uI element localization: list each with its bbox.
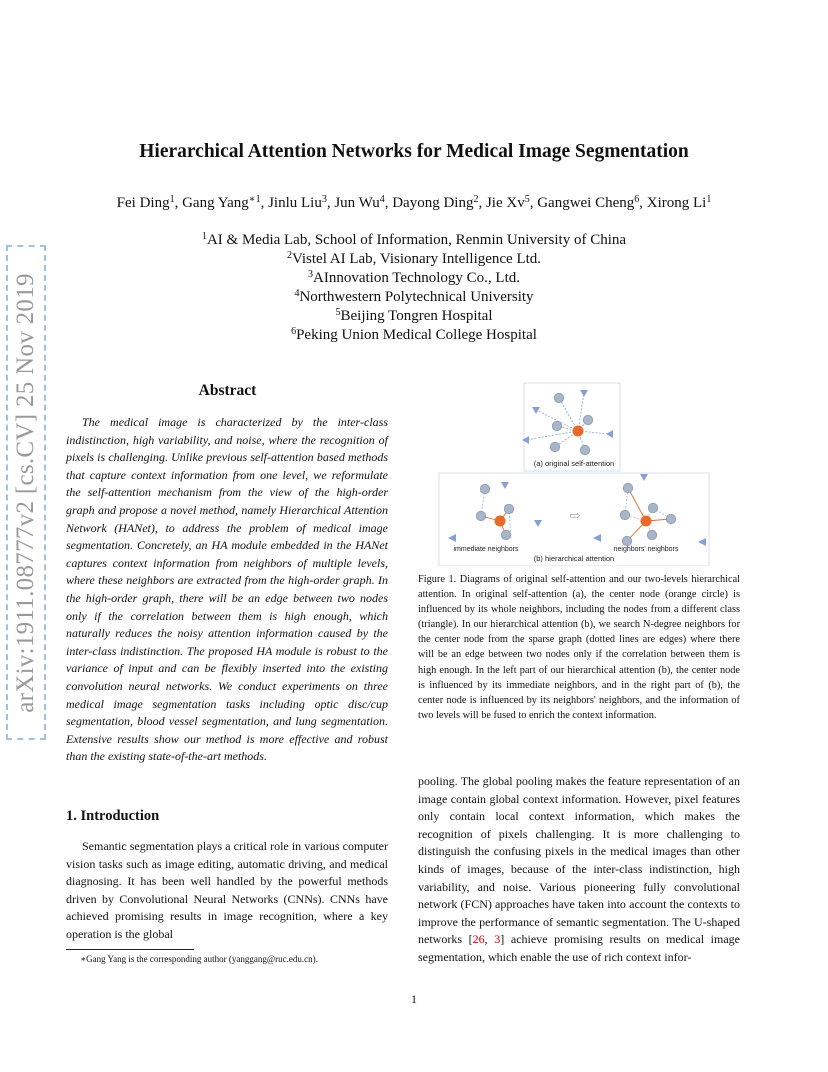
affiliation-line bbox=[0, 307, 828, 326]
affiliation-mark: 4 bbox=[294, 288, 300, 299]
body-text: pooling. The global pooling makes the feature representation of an image contain global context information. However, pixel features only contain local context information, which makes the recognition of pixels challenging. It is more challenging to distinguish the confusing pixels in the medical images than other kinds of images, because of the inter-class indistinction, high variability, and noise. Various pioneering fully convolutional network (FCN) approaches have taken into account the contexts to improve the performance of semantic segmentation. The U-shaped networks [ bbox=[418, 774, 740, 947]
abstract-text: The medical image is characterized by the inter-class indistinction, high variability, and noise, where the recognition of pixels is challenging. Unlike previous self-attention based methods that capture context information from one level, we reformulate the self-attention mechanism from the view of the high-order graph and propose a novel method, namely Hierarchical Attention Network (HANet), to address the problem of medical image segmentation. Concretely, an HA module embedded in the HANet captures context information from neighbors of multiple levels, where these neighbors are extracted from the high-order graph. In the high-order graph, there will be an edge between two nodes only if the correlation between them is high enough, which naturally reduces the noisy attention information caused by the inter-class indistinction. The proposed HA module is robust to the variance of input and can be flexibly inserted into the existing convolution neural networks. We conduct experiments on three medical image segmentation tasks including optic disc/cup segmentation, blood vessel segmentation, and lung segmentation. Extensive results show our method is more effective and robust than the existing state-of-the-art methods. bbox=[66, 415, 388, 764]
center-node-left bbox=[495, 516, 506, 527]
node-triangle bbox=[593, 534, 601, 542]
node-circle bbox=[501, 530, 511, 540]
affiliation-line bbox=[0, 288, 828, 307]
author-affiliation-mark: 4 bbox=[379, 194, 385, 205]
affiliation-list bbox=[0, 231, 828, 345]
node-triangle bbox=[698, 538, 706, 546]
paper-title: Hierarchical Attention Networks for Medical Image Segmentation bbox=[139, 141, 689, 162]
figure-caption: Figure 1. Diagrams of original self-attention and our two-levels hierarchical attention. In original self-attention (a), the center node (orange circle) is influenced by its whole neighbors, including the nodes from a different class (triangle). In our hierarchical attention (b), we search N-degree neighbors for the center node from the sparse graph (dotted lines are edges) where there will be an edge between two nodes only if the correlation between them is high enough. In the left part of our hierarchical attention (b), the center node is influenced by its immediate neighbors, and in the right part of (b), the center node is influenced by its neighbors' neighbors, and the information of two levels will be fused to enrich the context information. bbox=[418, 574, 740, 721]
node-triangle bbox=[522, 436, 529, 444]
center-node-right bbox=[641, 516, 652, 527]
author-affiliation-mark: 2 bbox=[473, 194, 479, 205]
author-affiliation-mark: ∗1 bbox=[248, 194, 261, 205]
body-text: , bbox=[484, 932, 495, 947]
arxiv-id: arXiv:1911.08777v2 [cs.CV] 25 Nov 2019 bbox=[12, 272, 39, 713]
author-affiliation-mark: 1 bbox=[706, 194, 712, 205]
node-circle bbox=[476, 511, 486, 521]
author-name: Dayong Ding bbox=[392, 195, 474, 211]
affiliation-text: AI & Media Lab, School of Information, Renmin University of China bbox=[206, 232, 627, 248]
body-text: ] achieve promising results on medical image segmentation, which enable the use of rich context infor- bbox=[418, 932, 740, 964]
node-triangle bbox=[606, 430, 613, 438]
label-immediate-neighbors: immediate neighbors bbox=[453, 546, 519, 553]
affiliation-text: Northwestern Polytechnical University bbox=[299, 289, 534, 305]
center-node bbox=[573, 426, 584, 437]
node-circle bbox=[552, 421, 562, 431]
affiliation-line bbox=[0, 269, 828, 288]
affiliation-mark: 6 bbox=[291, 326, 297, 337]
author-list: Fei Ding$^1$, Gang Yang$^{∗1}$, Jinlu Liu$^3$, Jun Wu$^4$, Dayong Ding$^2$, Jie Xv$^5$, Gangwei Cheng$^6$, Xirong Li$^1$ bbox=[116, 194, 712, 211]
author-affiliation-mark: 3 bbox=[321, 194, 327, 205]
node-circle bbox=[504, 504, 514, 514]
node-triangle bbox=[640, 474, 648, 481]
label-hierarchical-attention: (b) hierarchical attention bbox=[533, 554, 615, 563]
node-circle bbox=[554, 393, 564, 403]
abstract-heading: Abstract bbox=[198, 382, 257, 399]
author-name: Jie Xv bbox=[485, 195, 525, 211]
node-circle bbox=[623, 483, 633, 493]
affiliation-mark: 5 bbox=[335, 307, 341, 318]
page-number: 1 bbox=[411, 992, 417, 1006]
panel-a-frame bbox=[524, 383, 620, 471]
node-circle bbox=[648, 503, 658, 513]
node-circle bbox=[480, 484, 490, 494]
author-name: Jinlu Liu bbox=[268, 195, 322, 211]
node-circle bbox=[647, 530, 657, 540]
footnote: ∗Gang Yang is the corresponding author (yanggang@ruc.edu.cn). bbox=[80, 954, 318, 964]
affiliation-mark: 1 bbox=[201, 231, 207, 242]
arrow-icon: ⇨ bbox=[569, 508, 581, 523]
affiliation-line bbox=[0, 326, 828, 345]
affiliation-mark: 3 bbox=[308, 269, 313, 280]
node-circle bbox=[666, 514, 676, 524]
panel-a-graph bbox=[526, 394, 609, 450]
footnote-rule bbox=[66, 949, 194, 950]
body-paragraph-right bbox=[418, 773, 740, 967]
node-circle bbox=[620, 510, 630, 520]
node-circle bbox=[622, 536, 632, 546]
node-circle bbox=[550, 442, 560, 452]
figure-1 bbox=[438, 380, 710, 566]
label-neighbors-neighbors: neighbors' neighbors bbox=[613, 546, 679, 553]
section-heading-introduction: 1. Introduction bbox=[66, 808, 160, 824]
node-triangle bbox=[448, 534, 456, 542]
author-name: Gang Yang bbox=[182, 195, 249, 211]
label-original-self-attention: (a) original self-attention bbox=[533, 459, 615, 468]
affiliation-line bbox=[0, 231, 828, 250]
node-circle bbox=[583, 415, 593, 425]
author-name: Fei Ding bbox=[116, 195, 170, 211]
author-affiliation-mark: 1 bbox=[169, 194, 175, 205]
affiliation-text: Peking Union Medical College Hospital bbox=[296, 327, 537, 343]
affiliation-mark: 2 bbox=[286, 250, 292, 261]
author-name: Jun Wu bbox=[334, 195, 380, 211]
node-triangle bbox=[580, 390, 588, 397]
node-triangle bbox=[532, 407, 540, 414]
affiliation-text: Beijing Tongren Hospital bbox=[340, 308, 493, 324]
author-name: Gangwei Cheng bbox=[537, 195, 635, 211]
affiliation-text: AInnovation Technology Co., Ltd. bbox=[313, 270, 520, 286]
node-triangle bbox=[534, 520, 542, 527]
citation-link[interactable]: 26 bbox=[472, 932, 485, 947]
citation-link[interactable]: 3 bbox=[494, 932, 501, 947]
node-circle bbox=[580, 445, 590, 455]
affiliation-line bbox=[0, 250, 828, 269]
author-affiliation-mark: 6 bbox=[634, 194, 640, 205]
affiliation-text: Vistel AI Lab, Visionary Intelligence Ltd. bbox=[291, 251, 542, 267]
figure-1-diagram bbox=[438, 380, 710, 566]
author-affiliation-mark: 5 bbox=[524, 194, 530, 205]
node-triangle bbox=[501, 482, 509, 489]
introduction-paragraph: Semantic segmentation plays a critical role in various computer vision tasks such as image editing, automatic driving, and medical diagnosing. It has been well handled by the powerful methods driven by Convolutional Neural Networks (CNNs). CNNs have achieved promising results in image recognition, where a key operation is the global bbox=[66, 839, 388, 941]
author-name: Xirong Li bbox=[646, 195, 707, 211]
